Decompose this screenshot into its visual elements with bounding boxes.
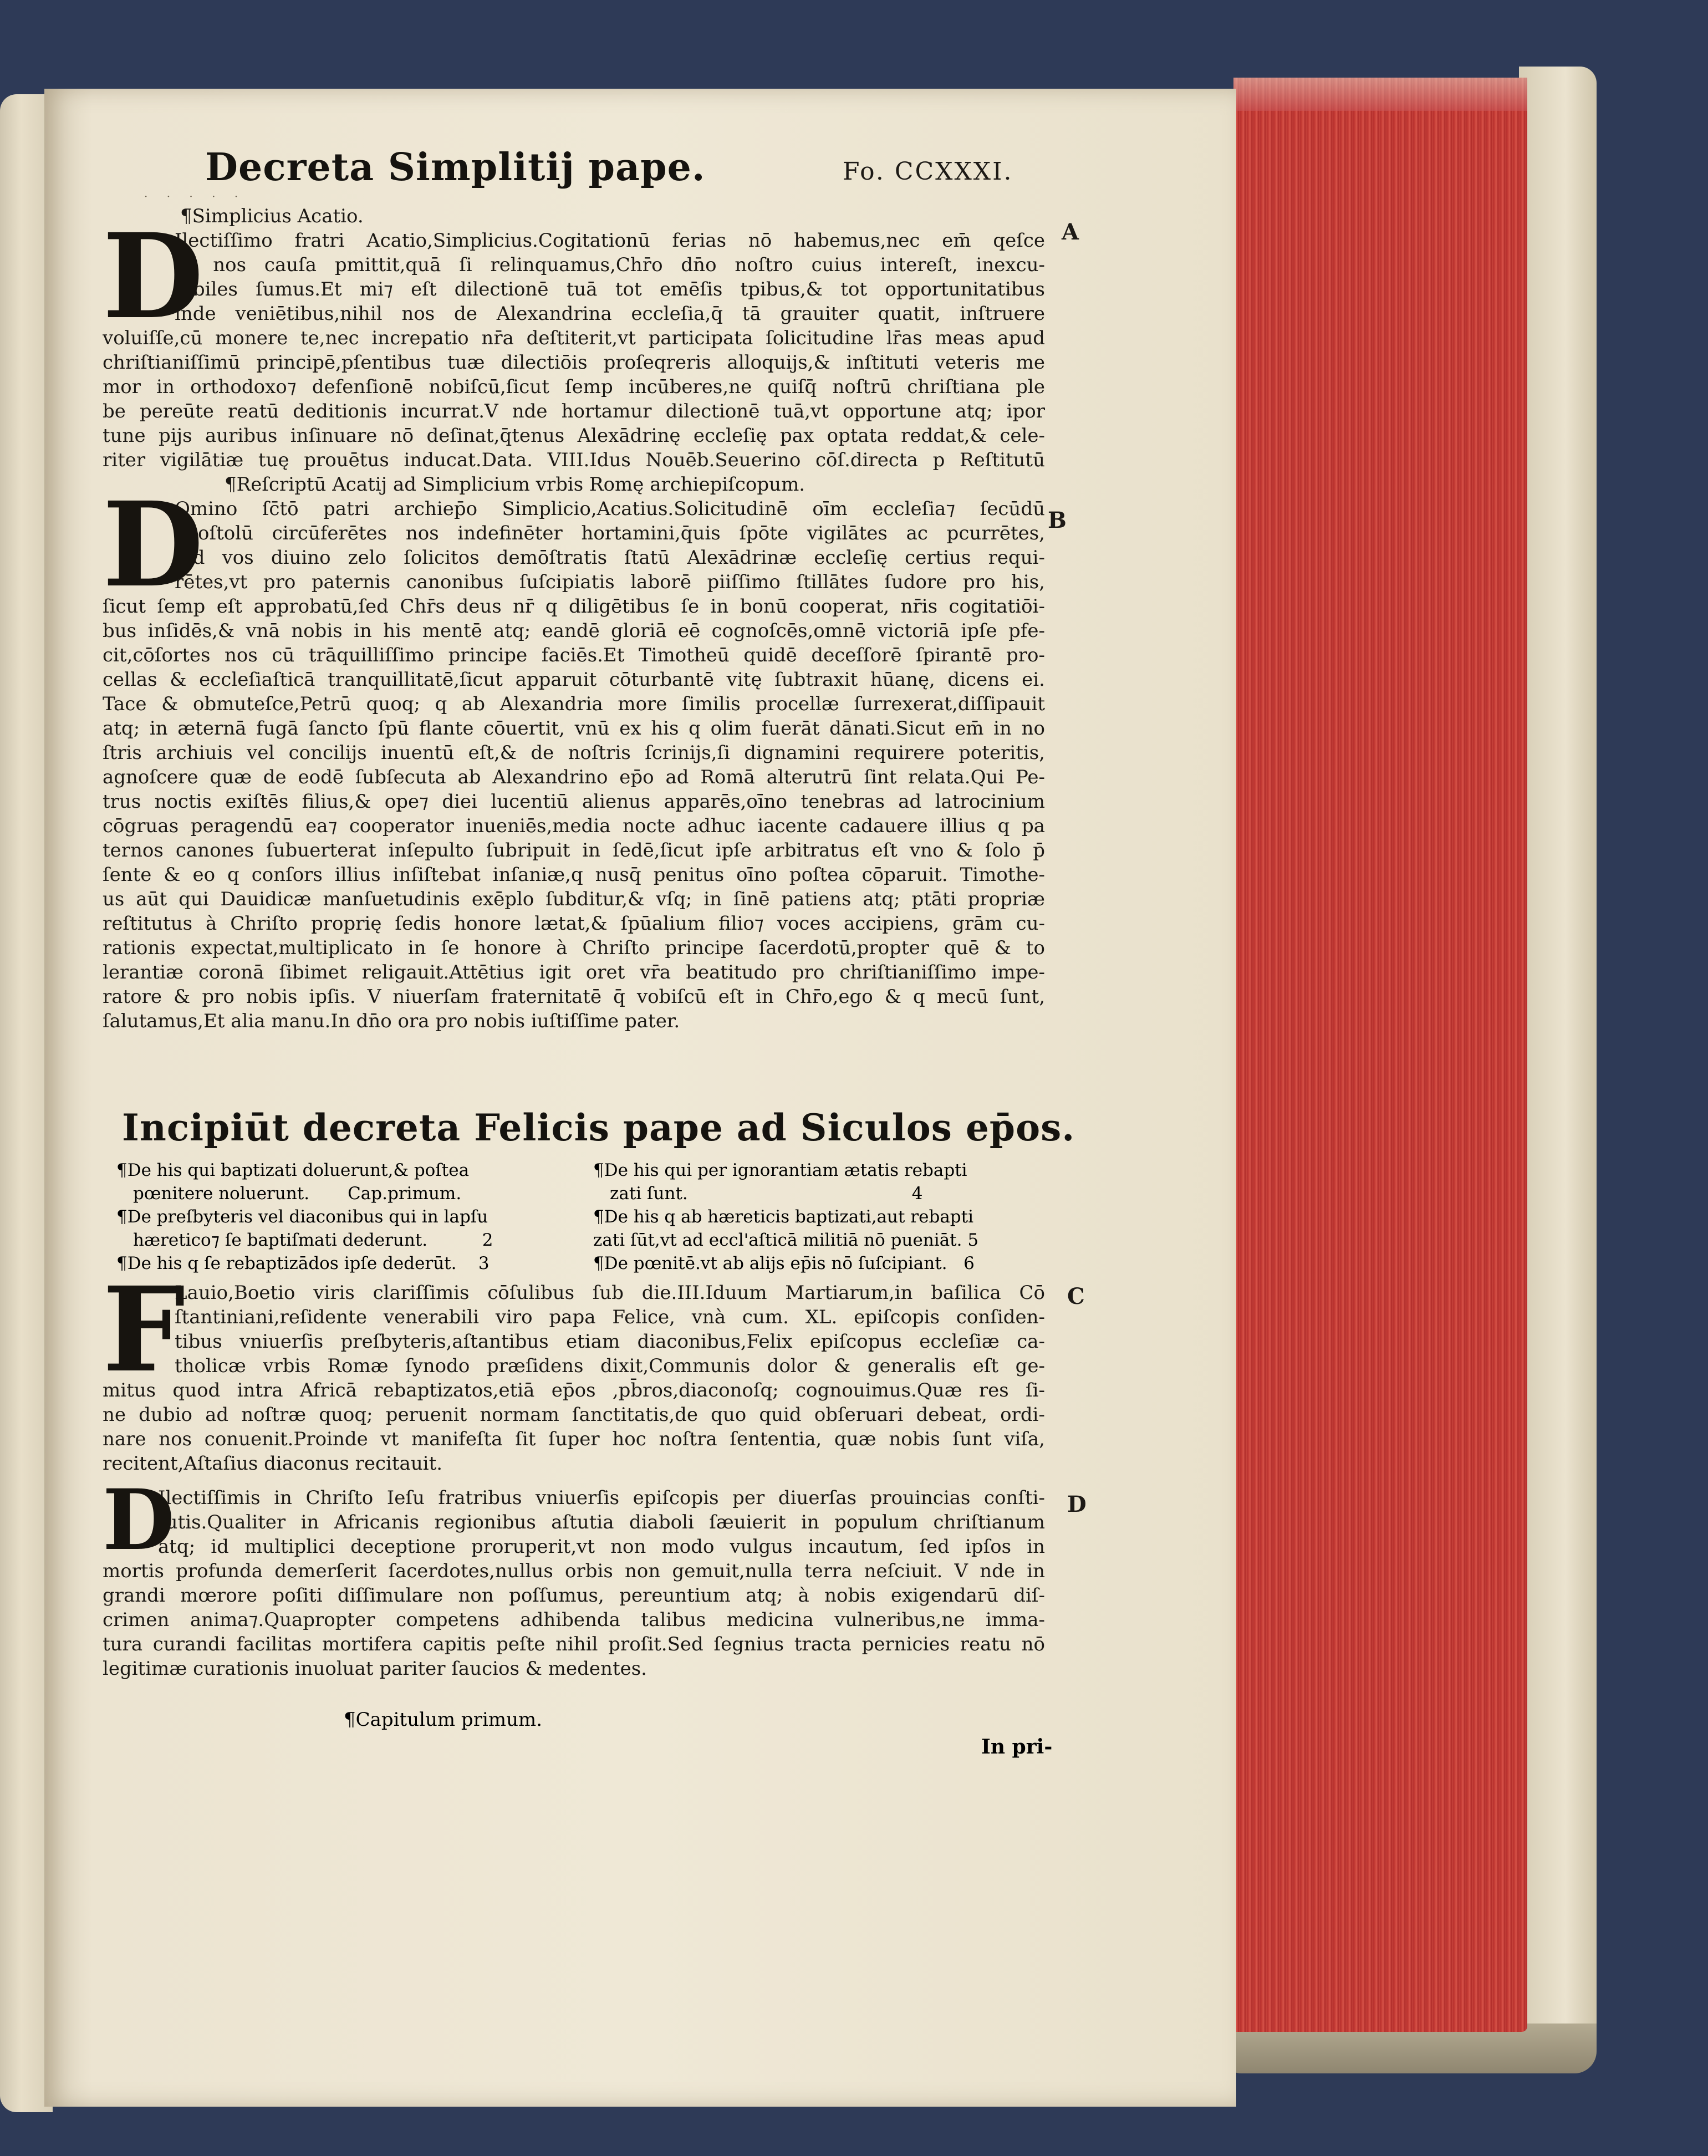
chapter-row xyxy=(116,1252,1059,1275)
text-line: crimen anima⁊.Quapropter competens adhibenda talibus medicina vulneribus,ne imma- xyxy=(103,1609,1045,1631)
text-line: cit,cōſortes nos cū trāquilliſſimo principe faciēs.Et Timotheū quidē deceſſorē ſpirantē pro- xyxy=(103,644,1045,666)
text-line: re nos cauſa pmittit,quā ſi relinquamus,Chr̄o dn̄o noſtro cuius intereſt, inexcu- xyxy=(175,254,1045,276)
text-line: rationis expectat,multiplicato in ſe honore à Chriſto principe ſacerdotū,propter quē & to xyxy=(103,937,1045,959)
chapter-row xyxy=(116,1229,1059,1252)
chapter-entry: hæretico⁊ ſe baptiſmati dederunt. 2 xyxy=(133,1230,493,1250)
text-line: bus inſidēs,& vnā nobis in his mentē atq; eandē gloriā eē cognoſcēs,omnē victoriā ipſe pfe- xyxy=(103,620,1045,642)
chapter-entry: pœnitere noluerunt. Cap.primum. xyxy=(133,1184,462,1204)
text-line: tura curandi facilitas mortifera capitis peſte nihil proſit.Sed ſegnius tracta pernicies reatu nō xyxy=(103,1633,1045,1655)
chapter-entry: ¶De his q ab hæreticis baptizati,aut rebapti xyxy=(593,1207,974,1227)
drop-cap-d: D xyxy=(103,208,204,345)
epistle-felix xyxy=(103,1471,1045,1681)
page-edge-marks: · · · · · xyxy=(144,190,246,203)
text-line: atq; id multiplici deceptione proruperit,vt non modo vulgus incautum, ſed ipſos in xyxy=(158,1536,1045,1558)
folio-number: Fo. CCXXXI. xyxy=(843,157,1013,186)
section-heading-felix: Incipiūt decreta Felicis pape ad Siculos ep̄os. xyxy=(122,1106,1075,1149)
text-line: tune pijs auribus inſinuare nō deſinat,q̄tenus Alexādrinę eccleſię pax optata reddat,& cele- xyxy=(103,425,1045,447)
running-head xyxy=(205,145,1053,206)
text-line: reſtitutus à Chriſto proprię ſedis honore lætat,& ſpūalium filio⁊ voces accipiens, grām cu- xyxy=(103,913,1045,935)
drop-cap-d: D xyxy=(103,476,204,613)
text-line: us aūt qui Dauidicæ manſuetudinis exēplo ſubditur,& vſq; in ſinē patiens atq; ptāti propriæ xyxy=(103,888,1045,910)
text-line: nare nos conuenit.Proinde vt manifeſta ſit ſuper hoc noſtra ſententia, quæ nobis ſunt viſa, xyxy=(103,1428,1045,1450)
text-line: ſente & eo q conſors illius inſiſtebat inſaniæ,q nusq̄ penitus oīno poſtea cōparuit. Timothe- xyxy=(103,864,1045,886)
rescript-acatius xyxy=(103,472,1045,1033)
chapter-entry: zati ſūt,vt ad eccl'aſticā militiā nō pueniāt. 5 xyxy=(593,1230,979,1250)
margin-letter-c: C xyxy=(1067,1283,1085,1309)
chapter-entry: ¶De his qui per ignorantiam ætatis rebapti xyxy=(593,1160,967,1180)
letter-simplicius xyxy=(103,204,1045,472)
text-line: mor in orthodoxo⁊ defenſionē nobiſcū,ſicut ſemp incūberes,ne quiſq̄ noſtrū chriſtiana ple xyxy=(103,376,1045,398)
text-line: Omino ſc̄tō patri archiep̄o Simplicio,Acatius.Solicitudinē oīm eccleſia⁊ ſecūdū xyxy=(175,498,1045,520)
page-edges-top xyxy=(1233,78,1527,111)
capitulum-heading: ¶Capitulum primum. xyxy=(344,1709,543,1731)
text-line: ſtris archiuis vel concilijs inuentū eſt,& de noſtris ſcrinijs,ſi dignamini requirere poteritis, xyxy=(103,742,1045,764)
text-line: mortis profunda demerſerit ſacerdotes,nullus orbis non gemuit,nulla terra neſciuit. V nde in xyxy=(103,1560,1045,1582)
drop-cap-f: F xyxy=(103,1261,186,1398)
text-line: inde veniētibus,nihil nos de Alexandrina eccleſia,q̄ tā grauiter quatit, inſtruere xyxy=(175,303,1045,325)
chapter-entry: ¶De his qui baptizati doluerunt,& poſtea xyxy=(116,1160,470,1180)
chapter-entry: ¶De pœnitē.vt ab alijs ep̄is nō ſuſcipiant. 6 xyxy=(593,1253,975,1273)
text-line: ſed vos diuino zelo ſolicitos demōſtratis ſtatū Alexādrinæ eccleſię certius requi- xyxy=(175,547,1045,569)
chapter-row xyxy=(116,1159,1059,1182)
text-line: cōgruas peragendū ea⁊ cooperator inueniēs,media nocte adhuc iacente cadauere illius q pa xyxy=(103,815,1045,837)
chapter-list xyxy=(116,1159,1059,1275)
running-head-title: Decreta Simplitij pape. xyxy=(205,145,706,190)
text-line: ſalutamus,Et alia manu.In dn̄o ora pro nobis iuſtiſſime pater. xyxy=(103,1010,680,1032)
text-line: apoſtolū circūferētes nos indefinēter hortamini,q̄uis ſpōte vigilātes ac pcurrētes, xyxy=(175,522,1045,544)
text-line: agnoſcere quæ de eodē ſubſecuta ab Alexandrino ep̄o ad Romā alterutrū ſint relata.Qui Pe- xyxy=(103,766,1045,788)
rubric-simplicius: ¶Simplicius Acatio. xyxy=(180,205,364,227)
margin-letter-a: A xyxy=(1062,219,1079,245)
chapter-entry: ¶De his q ſe rebaptizādos ipſe dederūt. 3 xyxy=(116,1253,490,1273)
chapter-entry: zati ſunt. 4 xyxy=(610,1184,923,1204)
chapter-row xyxy=(116,1182,1059,1205)
book-cover-board xyxy=(1519,67,1597,2040)
text-line: Ilectiſſimis in Chriſto Ieſu fratribus vniuerſis epiſcopis per diuerſas prouincias conſti- xyxy=(158,1487,1045,1509)
text-line: ne dubio ad noſtræ quoq; peruenit normam ſanctitatis,de quo quid obſeruari debeat, ordi- xyxy=(103,1404,1045,1426)
text-line: grandi mœrore poſiti diſſimulare non poſſumus, pereuntium atq; à nobis exigendarū diſ- xyxy=(103,1584,1045,1607)
chapter-entry: ¶De preſbyteris vel diaconibus qui in lapſu xyxy=(116,1207,488,1227)
text-line: cellas & eccleſiaſticā tranquillitatē,ſicut apparuit cōturbantē vitę ſubtraxit hūanę, dicens ei. xyxy=(103,669,1045,691)
rubric-acatius: ¶Reſcriptū Acatij ad Simplicium vrbis Romę archiepiſcopum. xyxy=(225,473,805,496)
catchword: In pri- xyxy=(981,1735,1053,1759)
text-line: be pereūte reatū deditionis incurrat.V nde hortamur dilectionē tuā,vt opportune atq; ipor xyxy=(103,400,1045,422)
text-line: mitus quod intra Africā rebaptizatos,etiā ep̄os ,pb̄ros,diaconoſq; cognouimus.Quæ res ſi- xyxy=(103,1379,1045,1401)
text-line: lerantiæ coronā ſibimet religauit.Attētius igit oret vr̄a beatitudo pro chriſtianiſſimo impe- xyxy=(103,961,1045,983)
printed-page xyxy=(44,89,1236,2107)
text-line: ratore & pro nobis ipſis. V niuerſam fraternitatē q̄ vobiſcū eſt in Chr̄o,ego & q mecū ſunt, xyxy=(103,986,1045,1008)
margin-letter-b: B xyxy=(1048,507,1067,533)
drop-cap-d: D xyxy=(103,1471,175,1569)
text-line: ſicut ſemp eſt approbatū,ſed Chr̄s deus nr̄ q diligētibus ſe in bonū cooperat, nr̄is cogitatiōi- xyxy=(103,595,1045,618)
text-line: tutis.Qualiter in Africanis regionibus aſtutia diaboli ſæuierit in populum chriſtianum xyxy=(158,1511,1045,1533)
text-line: atq; in æternā fugā ſancto ſpū flante cōuertit, vnū ex his q olim fuerāt dānati.Sicut em̄ in no xyxy=(103,717,1045,740)
text-line: Lauio,Boetio viris clariſſimis cōſulibus ſub die.III.Iduum Martiarum,in baſilica Cō xyxy=(175,1282,1045,1304)
margin-letter-d: D xyxy=(1067,1491,1087,1517)
text-line: Ilectiſſimo fratri Acatio,Simplicius.Cogitationū ferias nō habemus,nec em̄ qeſce xyxy=(175,230,1045,252)
text-line: ſtantiniani,reſidente venerabili viro papa Felice, vnà cum. XL. epiſcopis conſiden- xyxy=(175,1306,1045,1328)
text-line: ternos canones ſubuerterat inſepulto ſubripuit in ſedē,ſicut ipſe arbitratus eſt vno & ſolo p̄ xyxy=(103,839,1045,862)
text-line: voluiſſe,cū monere te,nec increpatio nr̄a deſtiterit,vt participata ſolicitudine lr̄as meas apud xyxy=(103,327,1045,349)
text-line: riter vigilātiæ tuę prouētus inducat.Data. VIII.Idus Nouēb.Seuerino cōſ.directa p Reſtitutū xyxy=(103,449,1045,471)
text-line: chriſtianiſſimū principē,pſentibus tuæ dilectiōis proſeqreris alloquijs,& inſtituti veteris me xyxy=(103,351,1045,374)
red-page-edges xyxy=(1233,78,1527,2032)
text-line: tholicæ vrbis Romæ ſynodo præſidens dixit,Communis dolor & generalis eſt ge- xyxy=(175,1355,1045,1377)
text-line: legitimæ curationis inuoluat pariter ſaucios & medentes. xyxy=(103,1658,647,1680)
text-line: trus noctis exiſtēs filius,& ope⁊ diei lucentiū alienus apparēs,oīno tenebras ad latrocinium xyxy=(103,791,1045,813)
text-line: recitent,Aſtaſius diaconus recitauit. xyxy=(103,1452,443,1475)
text-line: rētes,vt pro paternis canonibus ſuſcipiatis laborē piiſſimo ſtillātes ſudore pro his, xyxy=(175,571,1045,593)
text-line: Tace & obmuteſce,Petrū quoq; q ab Alexandria more ſimilis procellæ ſurrexerat,diſſipauit xyxy=(103,693,1045,715)
text-line: tibus vniuerſis preſbyteris,aſtantibus etiam diaconibus,Felix epiſcopus eccleſiæ ca- xyxy=(175,1331,1045,1353)
chapter-row xyxy=(116,1205,1059,1229)
text-line: ſabiles ſumus.Et mi⁊ eſt dilectionē tuā tot emēſis tpibus,& tot opportunitatibus xyxy=(175,278,1045,300)
